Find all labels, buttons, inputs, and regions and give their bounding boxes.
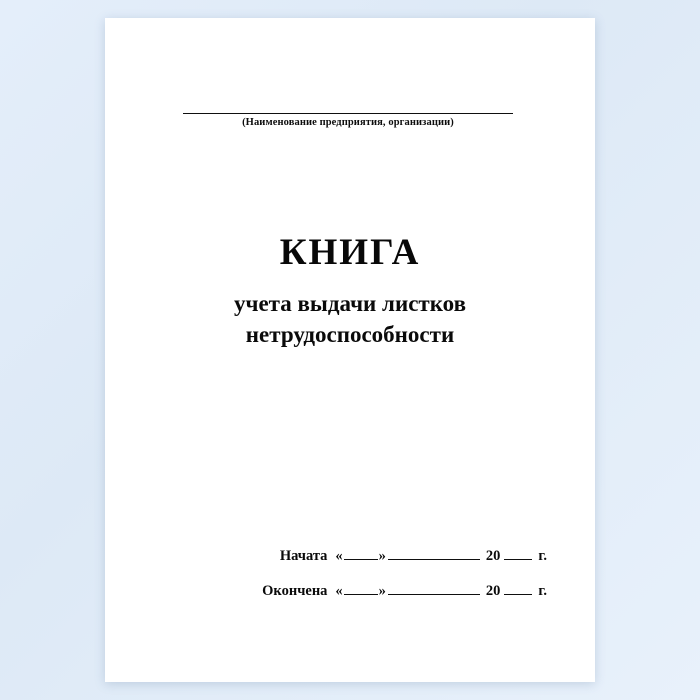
finished-year-blank (504, 583, 532, 595)
title-block (135, 233, 565, 350)
finished-month-blank (388, 583, 480, 595)
finished-day-blank (344, 583, 378, 595)
finished-quote-close: » (378, 583, 386, 599)
footer-block (135, 548, 565, 618)
finished-quote-open: « (335, 583, 343, 599)
document-page (105, 18, 595, 682)
finished-year-suffix: г. (538, 583, 547, 599)
started-quote-close: » (378, 548, 386, 564)
organization-name-rule (183, 113, 513, 114)
started-day-blank (344, 548, 378, 560)
organization-name-caption: (Наименование предприятия, организации) (242, 117, 454, 128)
started-year-prefix: 20 (485, 548, 501, 564)
started-year-blank (504, 548, 532, 560)
started-quote-open: « (335, 548, 343, 564)
started-row (135, 548, 565, 565)
document-subtitle (135, 288, 565, 350)
started-month-blank (388, 548, 480, 560)
finished-year-prefix: 20 (485, 583, 501, 599)
finished-row (135, 583, 565, 600)
document-subtitle-line-1: учета выдачи листков (233, 290, 467, 316)
document-title: КНИГА (279, 232, 421, 273)
finished-label: Окончена (262, 583, 328, 599)
document-subtitle-line-2: нетрудоспособности (245, 321, 455, 347)
started-year-suffix: г. (538, 548, 547, 564)
started-label: Начата (279, 548, 328, 564)
